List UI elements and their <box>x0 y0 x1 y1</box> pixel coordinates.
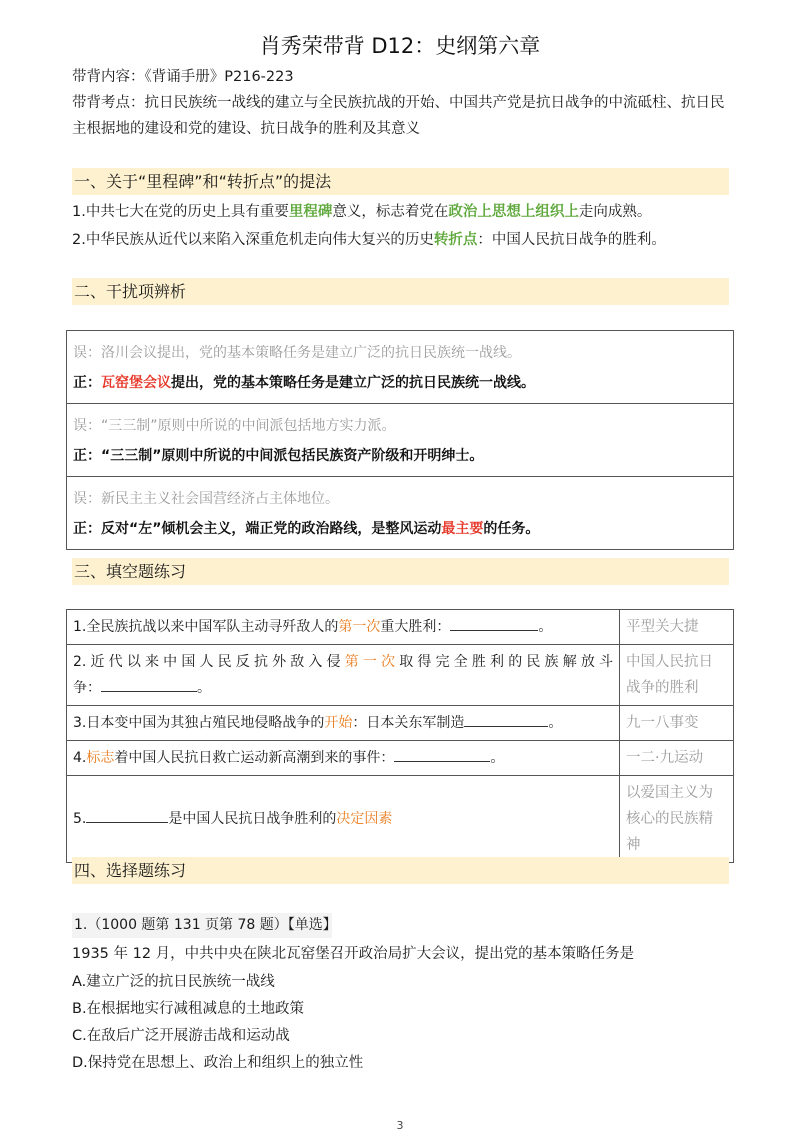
text: 。 <box>548 715 563 731</box>
highlight-orange: 开始 <box>324 715 353 731</box>
answer-blank <box>394 745 490 762</box>
text: 。 <box>490 750 505 766</box>
highlight-red: 瓦窑堡会议 <box>101 375 171 391</box>
page-title: 肖秀荣带背 D12：史纲第六章 <box>259 34 541 58</box>
page-number: 3 <box>396 1119 404 1132</box>
text: 2.近代以来中国人民反抗外敌入侵 <box>73 654 345 670</box>
answer-cell: 中国人民抗日战争的胜利 <box>620 645 734 706</box>
text: 。 <box>197 680 211 696</box>
question-header: 1.（1000 题第 131 页第 78 题）【单选】 <box>72 913 332 938</box>
text: 意义，标志着党在 <box>332 204 449 220</box>
table-row <box>67 645 734 706</box>
option-d: D.保持党在思想上、政治上和组织上的独立性 <box>72 1055 364 1071</box>
wrong-statement: 误：新民主主义社会国营经济占主体地位。 <box>73 491 339 507</box>
table-row <box>67 741 734 776</box>
text: ：日本关东军制造 <box>352 715 465 731</box>
distractor-pair <box>67 477 733 549</box>
points-line <box>72 90 732 142</box>
answer-cell: 以爱国主义为核心的民族精神 <box>620 776 734 863</box>
text: 正：反对“左”倾机会主义，端正党的政治路线，是整风运动 <box>73 521 442 537</box>
distractor-box <box>66 330 734 550</box>
option-b: B.在根据地实行减租减息的土地政策 <box>72 1001 305 1017</box>
question-cell <box>67 776 620 863</box>
turning-point-line <box>72 228 742 252</box>
table-row <box>67 610 734 645</box>
answer-cell: 平型关大捷 <box>620 610 734 645</box>
correct-statement <box>73 517 727 541</box>
milestone-line <box>72 200 742 224</box>
option-a: A.建立广泛的抗日民族统一战线 <box>72 974 275 990</box>
option-c: C.在敌后广泛开展游击战和运动战 <box>72 1028 290 1044</box>
correct-statement <box>73 371 727 395</box>
text: 2.中华民族从近代以来陷入深重危机走向伟大复兴的历史 <box>72 232 434 248</box>
question-cell <box>67 645 620 706</box>
text: 1.中共七大在党的历史上具有重要 <box>72 204 289 220</box>
text: 走向成熟。 <box>578 204 652 220</box>
text: 5. <box>73 811 87 827</box>
question-cell <box>67 741 620 776</box>
highlight-red: 最主要 <box>441 521 484 537</box>
highlight-orange: 标志 <box>86 750 115 766</box>
content-line <box>72 64 732 90</box>
answer-cell: 九一八事变 <box>620 706 734 741</box>
text: 提出，党的基本策略任务是建立广泛的抗日民族统一战线。 <box>171 375 535 391</box>
content-value: 《背诵手册》P216-223 <box>144 69 294 85</box>
distractor-pair <box>67 331 733 404</box>
table-row <box>67 706 734 741</box>
section-heading-4: 四、选择题练习 <box>72 857 729 884</box>
points-value: 抗日民族统一战线的建立与全民族抗战的开始、中国共产党是抗日战争的中流砥柱、抗日民主根据地的建设和党的建设、抗日战争的胜利及其意义 <box>72 95 725 137</box>
text: 。 <box>538 619 553 635</box>
section-heading-1: 一、关于“里程碑”和“转折点”的提法 <box>72 168 729 195</box>
text: 争： <box>73 680 101 696</box>
section-heading-2: 二、干扰项辨析 <box>72 278 729 305</box>
correct-statement: 正：“三三制”原则中所说的中间派包括民族资产阶级和开明绅士。 <box>73 448 484 464</box>
highlight-maturity: 政治上思想上组织上 <box>448 204 579 220</box>
section-heading-3: 三、填空题练习 <box>72 558 729 585</box>
question-cell <box>67 706 620 741</box>
points-label: 带背考点： <box>72 95 145 111</box>
answer-cell: 一二·九运动 <box>620 741 734 776</box>
text: 是中国人民抗日战争胜利的 <box>168 811 337 827</box>
wrong-statement: 误：“三三制”原则中所说的中间派包括地方实力派。 <box>73 418 396 434</box>
wrong-statement: 误：洛川会议提出，党的基本策略任务是建立广泛的抗日民族统一战线。 <box>73 345 521 361</box>
content-label: 带背内容： <box>72 69 145 85</box>
question-stem: 1935 年 12 月，中共中央在陕北瓦窑堡召开政治局扩大会议，提出党的基本策略任务是 <box>72 946 635 962</box>
text: 取得完全胜利的民族解放斗 <box>399 654 614 670</box>
fill-in-table <box>66 609 734 863</box>
text: 重大胜利： <box>380 619 451 635</box>
question-cell <box>67 610 620 645</box>
answer-blank <box>101 675 197 692</box>
answer-blank <box>464 710 548 727</box>
text: 1.全民族抗战以来中国军队主动寻歼敌人的 <box>73 619 339 635</box>
answer-blank <box>86 806 168 823</box>
distractor-pair <box>67 404 733 477</box>
text: 正： <box>73 375 101 391</box>
text: 3.日本变中国为其独占殖民地侵略战争的 <box>73 715 325 731</box>
highlight-orange: 第一次 <box>338 619 381 635</box>
text: 的任务。 <box>483 521 540 537</box>
highlight-turning-point: 转折点 <box>433 232 478 248</box>
highlight-milestone: 里程碑 <box>288 204 333 220</box>
text: 4. <box>73 750 87 766</box>
text: 着中国人民抗日救亡运动新高潮到来的事件： <box>114 750 395 766</box>
highlight-orange: 第一次 <box>344 654 400 670</box>
highlight-orange: 决定因素 <box>336 811 393 827</box>
table-row <box>67 776 734 863</box>
text: ：中国人民抗日战争的胜利。 <box>477 232 666 248</box>
answer-blank <box>450 614 538 631</box>
